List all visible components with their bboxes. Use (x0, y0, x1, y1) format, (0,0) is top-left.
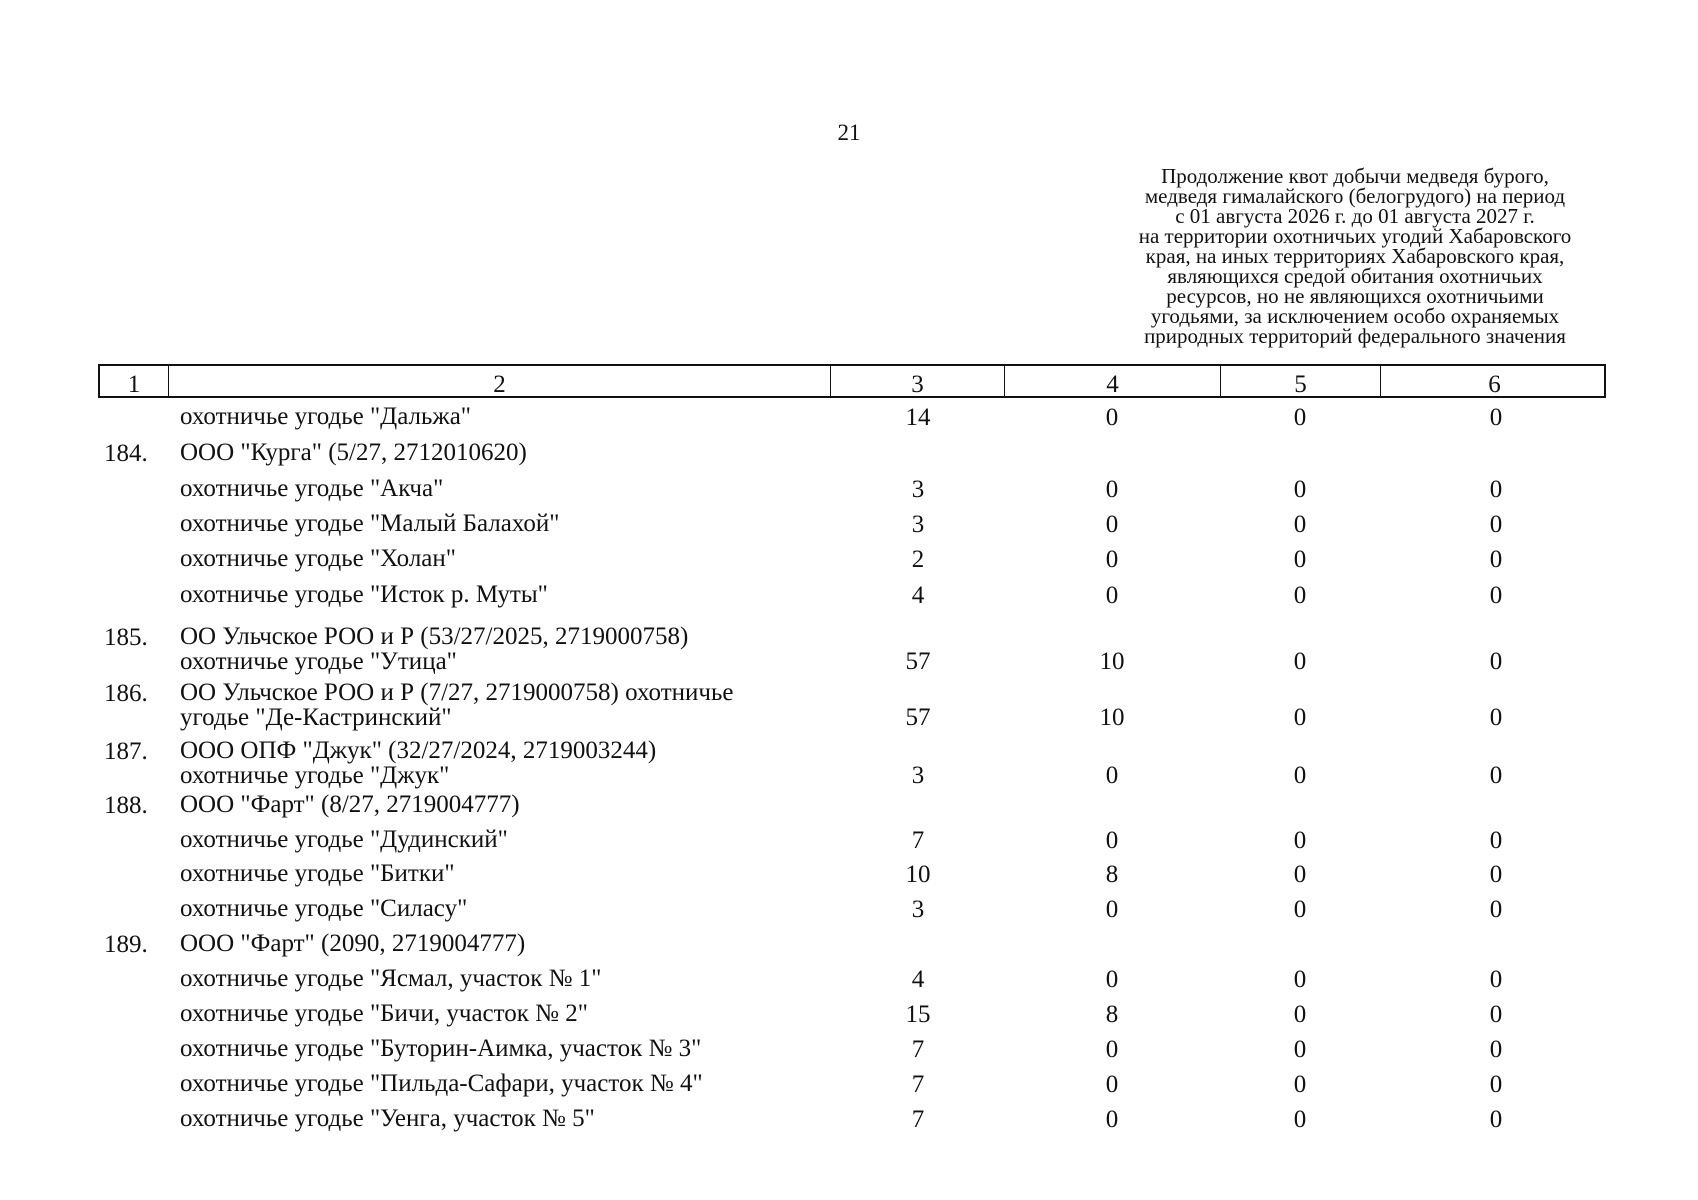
hunting-ground-name (180, 827, 840, 852)
row-number: 187. (104, 738, 148, 765)
value-col-4: 0 (1105, 896, 1119, 923)
name-line: охотничье угодье "Джук" (180, 762, 450, 789)
value-col-4: 0 (1105, 404, 1119, 431)
value-col-4: 0 (1105, 966, 1119, 993)
value-col-6: 0 (1489, 648, 1503, 675)
page-number: 21 (837, 120, 861, 145)
value-col-6: 0 (1489, 476, 1503, 503)
hunting-ground-name (180, 476, 840, 501)
hunting-ground-name (180, 624, 840, 674)
name-line: ООО "Фарт" (8/27, 2719004777) (180, 791, 520, 818)
hunting-ground-name (180, 966, 840, 991)
value-col-4: 0 (1105, 511, 1119, 538)
value-col-5: 0 (1293, 1071, 1307, 1098)
table-continuation-heading (1060, 166, 1650, 346)
value-col-4: 10 (1099, 704, 1125, 731)
value-col-6: 0 (1489, 511, 1503, 538)
value-col-5: 0 (1293, 827, 1307, 854)
value-col-3: 3 (911, 762, 925, 789)
value-col-6: 0 (1489, 1071, 1503, 1098)
value-col-3: 3 (911, 511, 925, 538)
hunting-ground-name (180, 1036, 840, 1061)
heading-line: края, на иных территориях Хабаровского края, (1145, 244, 1565, 268)
name-line: охотничье угодье "Исток р. Муты" (180, 581, 548, 608)
hunting-ground-name (180, 738, 840, 788)
value-col-5: 0 (1293, 896, 1307, 923)
value-col-6: 0 (1489, 546, 1503, 573)
row-number: 184. (104, 440, 148, 467)
value-col-3: 15 (905, 1001, 931, 1028)
row-number: 189. (104, 931, 148, 958)
hunting-ground-name (180, 1071, 840, 1096)
value-col-6: 0 (1489, 1036, 1503, 1063)
name-line: охотничье угодье "Буторин-Аимка, участок № 3" (180, 1035, 702, 1062)
name-line: угодье "Де-Кастринский" (180, 704, 452, 731)
value-col-3: 7 (911, 827, 925, 854)
name-line: охотничье угодье "Пильда-Сафари, участок № 4" (180, 1070, 703, 1097)
column-header-1: 1 (127, 371, 141, 398)
hunting-ground-name (180, 440, 840, 465)
hunting-ground-name (180, 861, 840, 886)
value-col-4: 0 (1105, 1036, 1119, 1063)
name-line: охотничье угодье "Ясмал, участок № 1" (180, 965, 602, 992)
value-col-4: 0 (1105, 546, 1119, 573)
name-line: охотничье угодье "Холан" (180, 545, 456, 572)
name-line: охотничье угодье "Утица" (180, 648, 457, 675)
heading-line: на территории охотничьих угодий Хабаровского (1138, 224, 1572, 248)
name-line: ООО "Курга" (5/27, 2712010620) (180, 439, 527, 466)
value-col-3: 4 (911, 582, 925, 609)
value-col-6: 0 (1489, 861, 1503, 888)
hunting-ground-name (180, 896, 840, 921)
row-number: 188. (104, 792, 148, 819)
column-header-4: 4 (1004, 366, 1220, 396)
value-col-3: 57 (905, 648, 931, 675)
value-col-3: 7 (911, 1036, 925, 1063)
value-col-5: 0 (1293, 546, 1307, 573)
value-col-4: 10 (1099, 648, 1125, 675)
heading-line: с 01 августа 2026 г. до 01 августа 2027 г. (1175, 204, 1535, 228)
value-col-5: 0 (1293, 404, 1307, 431)
value-col-3: 10 (905, 861, 931, 888)
value-col-6: 0 (1489, 966, 1503, 993)
value-col-5: 0 (1293, 861, 1307, 888)
name-line: охотничье угодье "Дудинский" (180, 826, 508, 853)
name-line: охотничье угодье "Бичи, участок № 2" (180, 1000, 588, 1027)
value-col-5: 0 (1293, 582, 1307, 609)
hunting-ground-name (180, 680, 840, 730)
heading-line: ресурсов, но не являющихся охотничьими (1166, 284, 1544, 308)
value-col-6: 0 (1489, 1106, 1503, 1133)
value-col-5: 0 (1293, 476, 1307, 503)
value-col-6: 0 (1489, 404, 1503, 431)
value-col-6: 0 (1489, 762, 1503, 789)
name-line: охотничье угодье "Уенга, участок № 5" (180, 1105, 595, 1132)
value-col-5: 0 (1293, 648, 1307, 675)
hunting-ground-name (180, 546, 840, 571)
hunting-ground-name (180, 1001, 840, 1026)
hunting-ground-name (180, 1106, 840, 1131)
value-col-6: 0 (1489, 827, 1503, 854)
name-line: ООО "Фарт" (2090, 2719004777) (180, 930, 526, 957)
row-number: 186. (104, 680, 148, 707)
column-header-2: 2 (168, 366, 830, 396)
name-line: ОО Ульчское РОО и Р (7/27, 2719000758) охотничье (180, 679, 734, 706)
value-col-3: 7 (911, 1106, 925, 1133)
name-line: ОО Ульчское РОО и Р (53/27/2025, 2719000758) (180, 623, 689, 650)
heading-line: природных территорий федерального значения (1144, 324, 1566, 348)
value-col-6: 0 (1489, 704, 1503, 731)
value-col-3: 4 (911, 966, 925, 993)
name-line: охотничье угодье "Малый Балахой" (180, 510, 560, 537)
value-col-3: 3 (911, 896, 925, 923)
value-col-5: 0 (1293, 511, 1307, 538)
value-col-4: 0 (1105, 827, 1119, 854)
hunting-ground-name (180, 792, 840, 817)
value-col-5: 0 (1293, 1036, 1307, 1063)
value-col-4: 8 (1105, 1001, 1119, 1028)
value-col-4: 0 (1105, 476, 1119, 503)
heading-line: Продолжение квот добычи медведя бурого, (1161, 164, 1549, 188)
value-col-4: 0 (1105, 762, 1119, 789)
value-col-3: 57 (905, 704, 931, 731)
value-col-3: 2 (911, 546, 925, 573)
value-col-6: 0 (1489, 896, 1503, 923)
value-col-4: 8 (1105, 861, 1119, 888)
value-col-4: 0 (1105, 582, 1119, 609)
value-col-4: 0 (1105, 1071, 1119, 1098)
heading-line: угодьями, за исключением особо охраняемых (1150, 304, 1560, 328)
value-col-4: 0 (1105, 1106, 1119, 1133)
column-header-5: 5 (1220, 366, 1380, 396)
name-line: охотничье угодье "Дальжа" (180, 403, 472, 430)
value-col-5: 0 (1293, 966, 1307, 993)
hunting-ground-name (180, 511, 840, 536)
value-col-3: 3 (911, 476, 925, 503)
hunting-ground-name (180, 582, 840, 607)
hunting-ground-name (180, 404, 840, 429)
column-header-6: 6 (1380, 366, 1608, 396)
column-number-header (98, 364, 1606, 398)
column-header-3: 3 (830, 366, 1004, 396)
value-col-6: 0 (1489, 582, 1503, 609)
name-line: охотничье угодье "Акча" (180, 475, 444, 502)
value-col-5: 0 (1293, 704, 1307, 731)
value-col-5: 0 (1293, 1106, 1307, 1133)
hunting-ground-name (180, 931, 840, 956)
value-col-3: 7 (911, 1071, 925, 1098)
value-col-3: 14 (905, 404, 931, 431)
name-line: охотничье угодье "Силасу" (180, 895, 468, 922)
heading-line: медведя гималайского (белогрудого) на период (1144, 184, 1566, 208)
value-col-6: 0 (1489, 1001, 1503, 1028)
name-line: охотничье угодье "Битки" (180, 860, 455, 887)
name-line: ООО ОПФ "Джук" (32/27/2024, 2719003244) (180, 737, 657, 764)
value-col-5: 0 (1293, 762, 1307, 789)
row-number: 185. (104, 624, 148, 651)
value-col-5: 0 (1293, 1001, 1307, 1028)
heading-line: являющихся средой обитания охотничьих (1167, 264, 1543, 288)
